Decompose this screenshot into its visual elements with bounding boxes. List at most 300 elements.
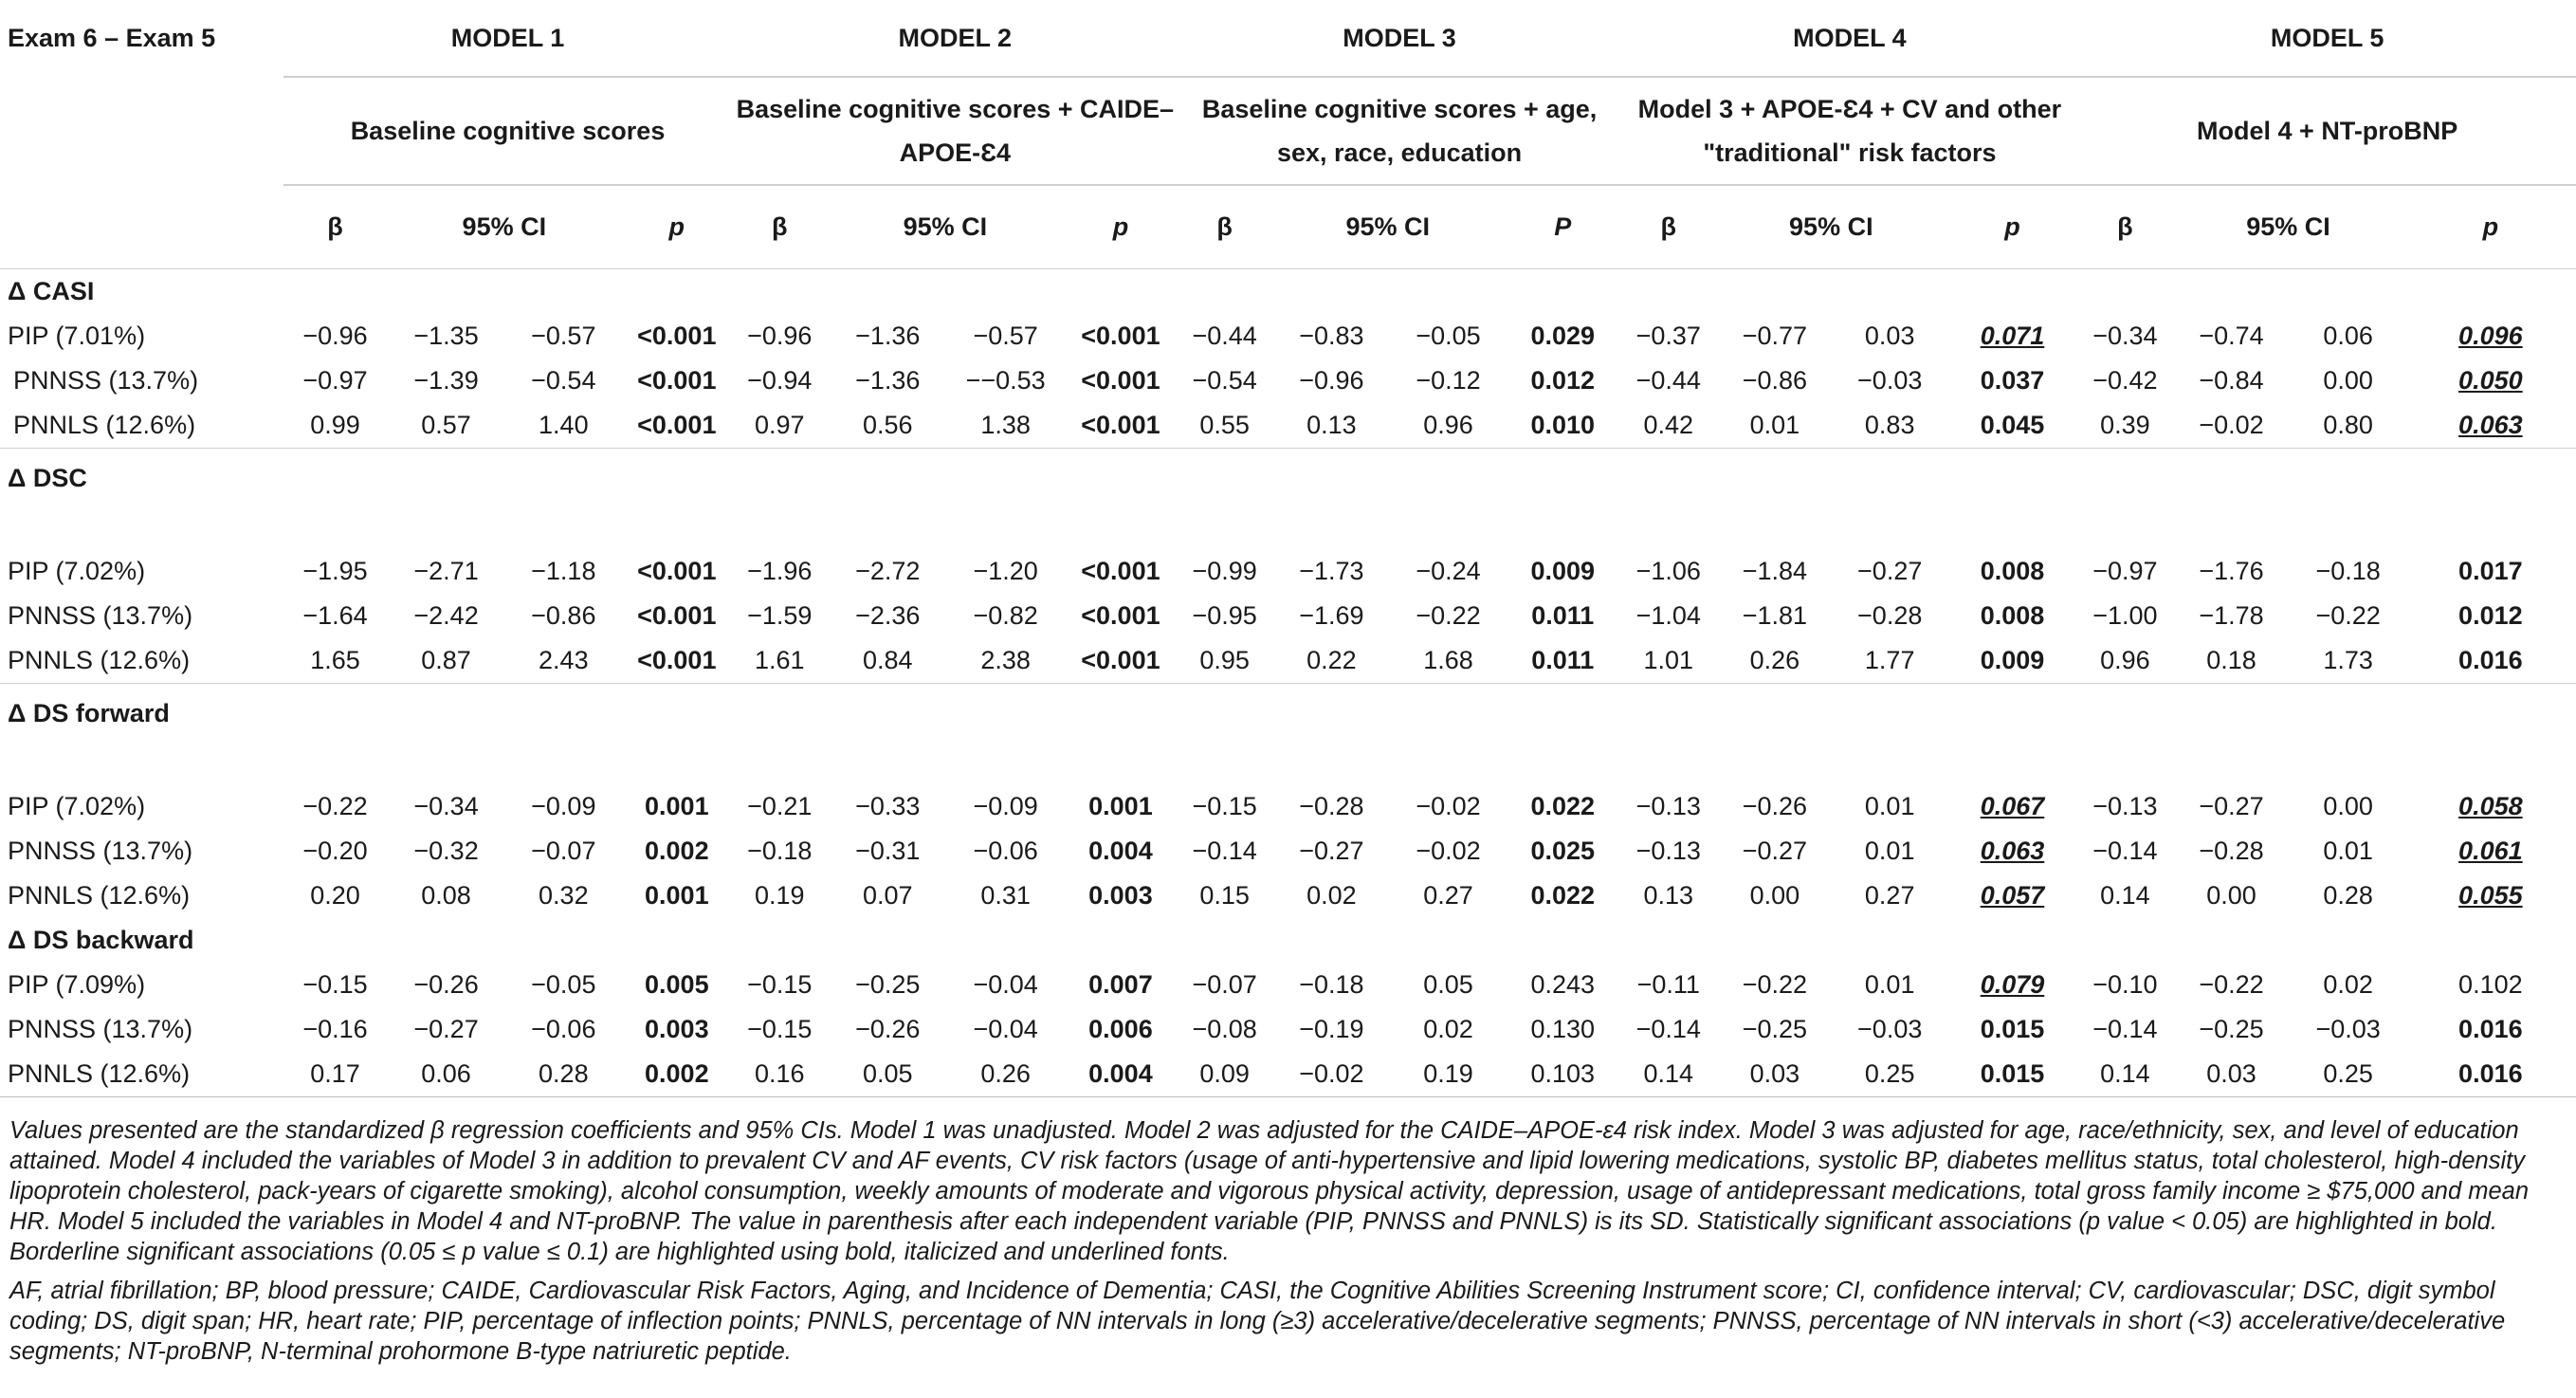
beta-header: β <box>283 185 387 269</box>
beta-header: β <box>732 185 827 269</box>
ci-cell: 0.26 <box>1749 646 1800 674</box>
p-value-cell: <0.001 <box>1081 601 1160 630</box>
ci-cell: 0.96 <box>1423 411 1473 439</box>
ci-cell: 0.06 <box>387 1052 505 1097</box>
p-value-cell: 0.003 <box>1088 881 1153 910</box>
ci-cell: −0.32 <box>413 837 479 865</box>
beta-header: β <box>1178 185 1271 269</box>
beta-header: β <box>2078 185 2171 269</box>
p-value-cell: 0.103 <box>1505 1052 1621 1097</box>
table-row <box>0 784 2576 829</box>
p-value-cell: 0.067 <box>1980 792 2045 820</box>
p-value-cell: 0.022 <box>1530 792 1596 820</box>
ci-cell: −0.09 <box>531 792 596 820</box>
beta-cell: −0.96 <box>302 322 368 350</box>
beta-cell: 0.95 <box>1199 646 1250 674</box>
ci-cell: −0.22 <box>2199 970 2264 999</box>
beta-cell: 0.20 <box>310 881 360 910</box>
p-value-cell: <0.001 <box>637 601 717 630</box>
ci-cell: −0.04 <box>973 1015 1038 1043</box>
model-2-subtitle: Baseline cognitive scores + CAIDE–APOE-Ɛ4 <box>732 77 1178 185</box>
beta-cell: −0.21 <box>747 792 813 820</box>
ci-cell: −1.81 <box>1742 601 1808 630</box>
beta-cell: −0.08 <box>1192 1015 1257 1043</box>
table-row <box>0 1007 2576 1052</box>
p-value-cell: 0.015 <box>1980 1015 2045 1043</box>
ci-cell: −0.04 <box>973 970 1038 999</box>
ci-cell: 0.00 <box>1749 881 1800 910</box>
ci-cell: −1.39 <box>413 366 479 395</box>
ci-cell: −0.27 <box>413 1015 479 1043</box>
p-value-cell: 0.002 <box>645 837 709 865</box>
ci-cell: −0.28 <box>1857 601 1923 630</box>
beta-cell: −0.07 <box>1192 970 1257 999</box>
ci-cell: −0.77 <box>1742 322 1808 350</box>
ci-cell: −1.84 <box>1742 557 1808 585</box>
beta-cell: −0.13 <box>2092 792 2158 820</box>
beta-cell: −0.15 <box>747 970 813 999</box>
p-value-cell: <0.001 <box>637 646 717 674</box>
beta-cell: −0.11 <box>1636 970 1700 999</box>
p-value-cell: 0.005 <box>645 970 709 999</box>
ci-cell: 0.06 <box>2323 322 2373 350</box>
row-label: PNNLS (12.6%) <box>13 411 196 439</box>
p-value-cell: 0.006 <box>1088 1015 1153 1043</box>
p-value-cell: 0.243 <box>1530 970 1596 999</box>
p-value-cell: 0.029 <box>1530 322 1596 350</box>
table-row <box>0 403 2576 449</box>
corner-label: Exam 6 – Exam 5 <box>8 24 216 52</box>
table-row <box>0 829 2576 874</box>
p-value-cell: 0.079 <box>1980 970 2045 999</box>
section-title: Δ DS backward <box>8 926 194 954</box>
beta-cell: −0.96 <box>747 322 813 350</box>
ci-cell: 0.08 <box>421 881 471 910</box>
ci-cell: 0.57 <box>421 411 471 439</box>
beta-cell: 0.09 <box>1178 1052 1271 1097</box>
beta-cell: 1.01 <box>1643 646 1694 674</box>
p-value-cell: <0.001 <box>637 411 717 439</box>
table-row <box>0 638 2576 684</box>
ci-cell: −0.27 <box>1857 557 1923 585</box>
p-value-cell: 0.063 <box>2458 411 2523 439</box>
ci-cell: 0.25 <box>2292 1052 2405 1097</box>
ci-cell: 0.27 <box>1864 881 1915 910</box>
beta-cell: 0.16 <box>732 1052 827 1097</box>
p-value-cell: 0.004 <box>1063 1052 1178 1097</box>
ci-header: 95% CI <box>2171 185 2404 269</box>
ci-cell: −0.26 <box>413 970 479 999</box>
beta-cell: −0.15 <box>747 1015 813 1043</box>
beta-cell: −0.14 <box>2092 837 2158 865</box>
beta-cell: 0.14 <box>2100 881 2150 910</box>
ci-cell: −0.27 <box>1299 837 1364 865</box>
section-header-row <box>0 684 2576 785</box>
beta-cell: 0.14 <box>2078 1052 2171 1097</box>
beta-cell: −0.44 <box>1192 322 1257 350</box>
table-row <box>0 549 2576 594</box>
model-5-subtitle: Model 4 + NT-proBNP <box>2078 77 2576 185</box>
ci-cell: −0.12 <box>1416 366 1481 395</box>
ci-cell: −0.25 <box>855 970 921 999</box>
section-title: Δ CASI <box>8 277 95 305</box>
p-header: p <box>1063 185 1178 269</box>
ci-cell: 0.18 <box>2206 646 2256 674</box>
ci-cell: −0.33 <box>855 792 921 820</box>
beta-cell: −0.54 <box>1192 366 1257 395</box>
section-header-row <box>0 918 2576 963</box>
ci-cell: −0.22 <box>1416 601 1481 630</box>
p-value-cell: <0.001 <box>1081 557 1160 585</box>
ci-cell: −0.25 <box>1742 1015 1808 1043</box>
beta-cell: −1.95 <box>302 557 368 585</box>
ci-cell: −0.03 <box>1857 366 1923 395</box>
model-3-subtitle: Baseline cognitive scores + age, sex, race, education <box>1178 77 1621 185</box>
beta-cell: −1.59 <box>747 601 813 630</box>
p-value-cell: 0.016 <box>2458 1015 2523 1043</box>
table-row <box>0 963 2576 1007</box>
beta-header: β <box>1621 185 1716 269</box>
ci-cell: −1.18 <box>531 557 596 585</box>
section-title: Δ DSC <box>0 449 2576 550</box>
ci-cell: 1.77 <box>1864 646 1915 674</box>
ci-cell: −0.02 <box>1416 837 1481 865</box>
beta-cell: −0.15 <box>302 970 368 999</box>
p-header: p <box>622 185 732 269</box>
beta-cell: −1.96 <box>747 557 813 585</box>
ci-cell: 0.03 <box>1864 322 1915 350</box>
row-label: PNNLS (12.6%) <box>8 646 191 674</box>
ci-header: 95% CI <box>1271 185 1505 269</box>
ci-cell: −0.05 <box>1416 322 1481 350</box>
model-1-title: MODEL 1 <box>283 0 732 77</box>
ci-cell: −0.86 <box>1742 366 1808 395</box>
beta-cell: −1.06 <box>1635 557 1701 585</box>
ci-cell: −1.76 <box>2199 557 2264 585</box>
beta-cell: −0.34 <box>2092 322 2158 350</box>
p-value-cell: 0.016 <box>2405 1052 2576 1097</box>
model-4-title: MODEL 4 <box>1621 0 2079 77</box>
ci-cell: −0.34 <box>413 792 479 820</box>
ci-cell: 0.05 <box>828 1052 948 1097</box>
p-value-cell: 0.010 <box>1530 411 1596 439</box>
p-value-cell: 0.011 <box>1531 646 1595 674</box>
ci-cell: 0.01 <box>1864 792 1915 820</box>
p-value-cell: 0.002 <box>622 1052 732 1097</box>
ci-cell: 0.28 <box>505 1052 622 1097</box>
p-value-cell: 0.022 <box>1530 881 1596 910</box>
beta-cell: 0.15 <box>1199 881 1250 910</box>
beta-cell: 0.39 <box>2100 411 2150 439</box>
p-value-cell: 0.011 <box>1531 601 1595 630</box>
model-4-subtitle: Model 3 + APOE-Ɛ4 + CV and other "traditional" risk factors <box>1621 77 2079 185</box>
p-value-cell: 0.016 <box>2458 646 2523 674</box>
p-value-cell: 0.071 <box>1980 322 2045 350</box>
ci-cell: 0.19 <box>1392 1052 1505 1097</box>
p-value-cell: 0.045 <box>1980 411 2045 439</box>
section-header-row <box>0 269 2576 315</box>
row-label: PIP (7.02%) <box>8 557 146 585</box>
beta-cell: −0.94 <box>747 366 813 395</box>
beta-cell: −1.04 <box>1635 601 1701 630</box>
model-2-title: MODEL 2 <box>732 0 1178 77</box>
ci-cell: 0.02 <box>1423 1015 1473 1043</box>
ci-cell: 2.43 <box>539 646 589 674</box>
row-label: PNNSS (13.7%) <box>8 1015 193 1043</box>
ci-cell: −1.36 <box>855 322 921 350</box>
beta-cell: −0.13 <box>1635 792 1701 820</box>
p-value-cell: 0.037 <box>1980 366 2045 395</box>
p-value-cell: 0.025 <box>1530 837 1596 865</box>
p-value-cell: 0.058 <box>2458 792 2523 820</box>
ci-cell: 0.32 <box>539 881 589 910</box>
beta-cell: −0.14 <box>1635 1015 1701 1043</box>
beta-cell: 0.55 <box>1199 411 1250 439</box>
ci-cell: 0.31 <box>980 881 1031 910</box>
beta-cell: −0.13 <box>1635 837 1701 865</box>
beta-cell: −1.64 <box>302 601 368 630</box>
ci-cell: 1.73 <box>2323 646 2373 674</box>
ci-cell: 0.01 <box>2323 837 2373 865</box>
beta-cell: −0.14 <box>1192 837 1257 865</box>
row-label: PNNLS (12.6%) <box>8 881 191 910</box>
beta-cell: −0.95 <box>1192 601 1257 630</box>
p-value-cell: 0.008 <box>1980 601 2045 630</box>
ci-cell: −0.57 <box>973 322 1038 350</box>
beta-cell: 1.61 <box>754 646 805 674</box>
row-label: PIP (7.09%) <box>8 970 146 999</box>
p-value-cell: 0.001 <box>645 881 709 910</box>
ci-cell: −0.74 <box>2199 322 2264 350</box>
ci-cell: −0.02 <box>1271 1052 1392 1097</box>
beta-cell: −0.99 <box>1192 557 1257 585</box>
beta-cell: −0.16 <box>302 1015 368 1043</box>
ci-cell: 0.87 <box>421 646 471 674</box>
beta-cell: −0.37 <box>1635 322 1701 350</box>
ci-cell: −0.27 <box>1742 837 1808 865</box>
beta-cell: −0.15 <box>1192 792 1257 820</box>
ci-cell: −1.35 <box>413 322 479 350</box>
p-value-cell: <0.001 <box>1081 366 1160 395</box>
table-row <box>0 359 2576 403</box>
footnote-methods: Values presented are the standardized β regression coefficients and 95% CIs. Model 1 was unadjusted. Model 2 was adjusted for the CAIDE–APOE-ε4 risk index. Model 3 was adjusted for age, race/ethnicity, sex, and level of education attained. Model 4 included the variables of Model 3 in addition to prevalent CV and AF events, CV risk factors (usage of anti-hypertensive and lipid lowering medications, systolic BP, diabetes mellitus status, total cholesterol, high-density lipoprotein cholesterol, pack-years of cigarette smoking), alcohol consumption, weekly amounts of moderate and vigorous physical activity, depression, usage of antidepressant medications, total gross family income ≥ $75,000 and mean HR. Model 5 included the variables in Model 4 and NT-proBNP. The value in parenthesis after each independent variable (PIP, PNNSS and PNNLS) is its SD. Statistically significant associations (p value < 0.05) are highlighted in bold. Borderline significant associations (0.05 ≤ p value ≤ 0.1) are highlighted using bold, italicized and underlined fonts. <box>9 1117 2530 1265</box>
p-value-cell: 0.015 <box>1946 1052 2079 1097</box>
ci-cell: 0.80 <box>2323 411 2373 439</box>
ci-cell: 0.00 <box>2323 366 2373 395</box>
p-value-cell: 0.061 <box>2458 837 2523 865</box>
ci-header: 95% CI <box>387 185 622 269</box>
p-value-cell: 0.063 <box>1980 837 2045 865</box>
ci-cell: 0.05 <box>1423 970 1473 999</box>
ci-cell: −0.26 <box>855 1015 921 1043</box>
beta-cell: −0.20 <box>302 837 368 865</box>
ci-cell: −1.20 <box>973 557 1038 585</box>
ci-cell: −0.18 <box>2315 557 2381 585</box>
ci-cell: −0.22 <box>2315 601 2381 630</box>
ci-cell: −0.57 <box>531 322 596 350</box>
ci-cell: −0.02 <box>1416 792 1481 820</box>
ci-cell: 0.84 <box>862 646 913 674</box>
row-label: PNNSS (13.7%) <box>13 366 199 395</box>
ci-header: 95% CI <box>828 185 1064 269</box>
ci-cell: 0.00 <box>2206 881 2256 910</box>
ci-cell: −0.19 <box>1299 1015 1364 1043</box>
beta-cell: 0.96 <box>2100 646 2150 674</box>
ci-cell: −0.54 <box>531 366 596 395</box>
ci-cell: −2.36 <box>855 601 921 630</box>
ci-cell: 0.02 <box>2323 970 2373 999</box>
ci-cell: −0.22 <box>1742 970 1808 999</box>
p-value-cell: 0.004 <box>1088 837 1153 865</box>
p-value-cell: 0.003 <box>645 1015 709 1043</box>
beta-cell: −0.10 <box>2092 970 2158 999</box>
row-label: PNNSS (13.7%) <box>8 837 193 865</box>
ci-cell: −0.26 <box>1742 792 1808 820</box>
p-value-cell: 0.008 <box>1980 557 2045 585</box>
ci-cell: −2.42 <box>413 601 479 630</box>
ci-cell: −1.36 <box>855 366 921 395</box>
p-value-cell: <0.001 <box>637 366 717 395</box>
ci-header: 95% CI <box>1716 185 1946 269</box>
p-value-cell: 0.009 <box>1980 646 2045 674</box>
ci-cell: 0.26 <box>948 1052 1063 1097</box>
ci-cell: −0.07 <box>531 837 596 865</box>
p-value-cell: <0.001 <box>1081 411 1160 439</box>
ci-cell: −0.03 <box>2315 1015 2381 1043</box>
row-label: PNNSS (13.7%) <box>8 601 193 630</box>
ci-cell: −0.28 <box>2199 837 2264 865</box>
table-row <box>0 594 2576 638</box>
ci-cell: −1.78 <box>2199 601 2264 630</box>
ci-cell: 1.40 <box>539 411 589 439</box>
ci-cell: −0.06 <box>531 1015 596 1043</box>
ci-cell: −2.71 <box>413 557 479 585</box>
ci-cell: −0.82 <box>973 601 1038 630</box>
ci-cell: 0.83 <box>1864 411 1915 439</box>
footnote-abbreviations: AF, atrial fibrillation; BP, blood pressure; CAIDE, Cardiovascular Risk Factors, Aging, and Incidence of Dementia; CASI, the Cognitive Abilities Screening Instrument score; CI, confidence interval; CV, cardiovascular; DSC, digit symbol coding; DS, digit span; HR, heart rate; PIP, percentage of inflection points; PNNLS, percentage of NN intervals in long (≥3) accelerative/decelerative segments; PNNSS, percentage of NN intervals in short (<3) accelerative/decelerative segments; NT-proBNP, N-terminal prohormone B-type natriuretic peptide. <box>9 1278 2506 1365</box>
p-value-cell: 0.007 <box>1088 970 1153 999</box>
beta-cell: 0.42 <box>1643 411 1694 439</box>
model-subtitle-row <box>0 77 2576 185</box>
ci-cell: −1.73 <box>1299 557 1364 585</box>
ci-cell: 0.27 <box>1423 881 1473 910</box>
ci-cell: −1.69 <box>1299 601 1364 630</box>
ci-cell: −0.27 <box>2199 792 2264 820</box>
p-value-cell: 0.012 <box>2458 601 2523 630</box>
ci-cell: 0.03 <box>1716 1052 1834 1097</box>
ci-cell: −0.09 <box>973 792 1038 820</box>
p-value-cell: 0.001 <box>1088 792 1153 820</box>
beta-cell: 0.99 <box>310 411 360 439</box>
ci-cell: 0.00 <box>2323 792 2373 820</box>
p-value-cell: 0.102 <box>2458 970 2523 999</box>
ci-cell: −0.96 <box>1299 366 1364 395</box>
section-header-row <box>0 449 2576 550</box>
ci-cell: −0.03 <box>1857 1015 1923 1043</box>
ci-cell: −−0.53 <box>965 366 1046 395</box>
table-row <box>0 314 2576 359</box>
ci-cell: 0.01 <box>1864 837 1915 865</box>
beta-cell: 0.14 <box>1621 1052 1716 1097</box>
ci-cell: −0.86 <box>531 601 596 630</box>
ci-cell: −0.06 <box>973 837 1038 865</box>
p-value-cell: 0.050 <box>2458 366 2523 395</box>
table-row <box>0 1052 2576 1097</box>
p-header: p <box>2405 185 2576 269</box>
ci-cell: −0.31 <box>855 837 921 865</box>
section-title: Δ DS forward <box>0 684 2576 785</box>
p-value-cell: 0.055 <box>2458 881 2523 910</box>
ci-cell: 0.25 <box>1834 1052 1946 1097</box>
column-header-row <box>0 185 2576 269</box>
p-value-cell: 0.096 <box>2458 322 2523 350</box>
beta-cell: 0.13 <box>1643 881 1694 910</box>
ci-cell: 0.22 <box>1306 646 1357 674</box>
p-value-cell: <0.001 <box>1081 646 1160 674</box>
row-label: PIP (7.02%) <box>8 792 146 820</box>
ci-cell: −0.28 <box>1299 792 1364 820</box>
model-5-title: MODEL 5 <box>2078 0 2576 77</box>
ci-cell: −0.83 <box>1299 322 1364 350</box>
ci-cell: 0.03 <box>2171 1052 2291 1097</box>
beta-cell: 0.17 <box>283 1052 387 1097</box>
beta-cell: −0.42 <box>2092 366 2158 395</box>
p-header: P <box>1505 185 1621 269</box>
p-value-cell: <0.001 <box>1081 322 1160 350</box>
ci-cell: 0.01 <box>1749 411 1800 439</box>
beta-cell: 0.19 <box>754 881 805 910</box>
p-value-cell: 0.001 <box>645 792 709 820</box>
beta-cell: −0.97 <box>302 366 368 395</box>
ci-cell: −0.05 <box>531 970 596 999</box>
ci-cell: −0.02 <box>2199 411 2264 439</box>
ci-cell: 0.07 <box>862 881 913 910</box>
p-value-cell: 0.017 <box>2458 557 2523 585</box>
p-value-cell: <0.001 <box>637 557 717 585</box>
model-3-title: MODEL 3 <box>1178 0 1621 77</box>
ci-cell: −0.84 <box>2199 366 2264 395</box>
ci-cell: 0.56 <box>862 411 913 439</box>
beta-cell: 1.65 <box>310 646 360 674</box>
beta-cell: 0.97 <box>754 411 805 439</box>
p-value-cell: 0.009 <box>1530 557 1596 585</box>
p-value-cell: 0.012 <box>1530 366 1596 395</box>
model-title-row <box>0 0 2576 77</box>
ci-cell: 0.28 <box>2323 881 2373 910</box>
p-value-cell: 0.130 <box>1530 1015 1596 1043</box>
ci-cell: −0.24 <box>1416 557 1481 585</box>
beta-cell: −0.44 <box>1635 366 1701 395</box>
row-label: PIP (7.01%) <box>8 322 146 350</box>
ci-cell: 1.38 <box>980 411 1031 439</box>
beta-cell: −0.22 <box>302 792 368 820</box>
beta-cell: −0.14 <box>2092 1015 2158 1043</box>
p-value-cell: <0.001 <box>637 322 717 350</box>
table-row <box>0 874 2576 918</box>
ci-cell: 0.13 <box>1306 411 1357 439</box>
ci-cell: 2.38 <box>980 646 1031 674</box>
beta-cell: −0.18 <box>747 837 813 865</box>
beta-cell: −0.97 <box>2092 557 2158 585</box>
ci-cell: −0.25 <box>2199 1015 2264 1043</box>
row-label: PNNLS (12.6%) <box>0 1052 283 1097</box>
ci-cell: 1.68 <box>1423 646 1473 674</box>
ci-cell: −0.18 <box>1299 970 1364 999</box>
beta-cell: −1.00 <box>2092 601 2158 630</box>
ci-cell: 0.01 <box>1864 970 1915 999</box>
model-1-subtitle: Baseline cognitive scores <box>283 77 732 185</box>
p-value-cell: 0.057 <box>1980 881 2045 910</box>
